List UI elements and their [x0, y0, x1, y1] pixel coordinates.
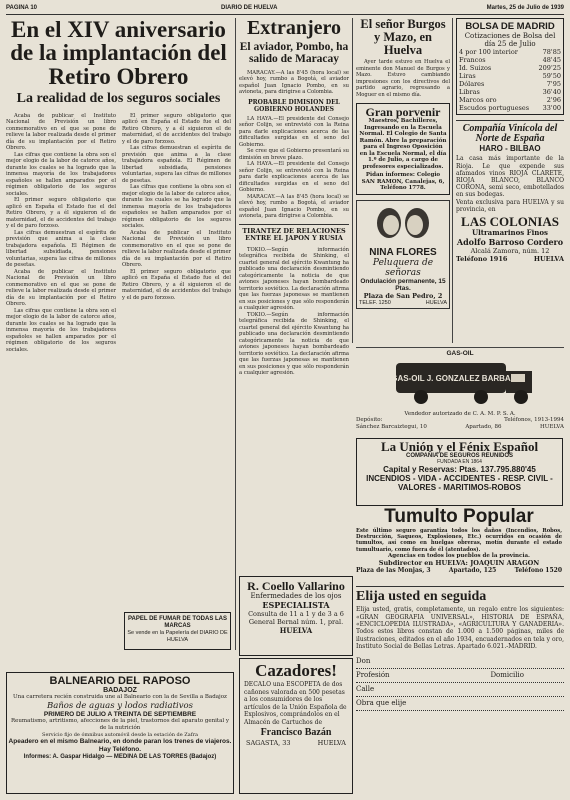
vinicola-city: HARO - BILBAO	[479, 144, 541, 154]
fenix-ad	[356, 438, 563, 506]
rate-row	[459, 56, 561, 64]
retiro-paragraph: Acaba de publicar el Instituto Nacional de Previsión un libro conmemorativo en el que se pone de relieve la labor realizada desde el primer día de su implantación por el Retiro Obrero.	[122, 229, 231, 269]
colonias-address: Alcalá Zamora, núm. 12	[470, 247, 550, 256]
nina-phone: TELEF. 1250	[359, 299, 391, 306]
tumulto-phone: Teléfono 1520	[514, 566, 562, 574]
gasoil-city: HUELVA	[539, 423, 564, 430]
column-extranjero	[239, 18, 349, 573]
column-retiro	[6, 18, 231, 668]
balneario-title: BALNEARIO DEL RAPOSO	[49, 675, 191, 687]
rate-label: Libras	[459, 88, 480, 96]
retiro-paragraph: Acaba de publicar el Instituto Nacional de Previsión un libro conmemorativo en el que se pone de relieve la labor realizada desde el primer día de su implantación por el Retiro Obrero.	[6, 112, 116, 152]
rate-label: Escudos portugueses	[459, 104, 530, 112]
gasoil-phone: Teléfonos, 1913-1994	[504, 417, 564, 423]
coupon-field-don[interactable]: Don	[356, 655, 564, 669]
porvenir-title: Gran porvenir	[365, 105, 441, 120]
tumulto-address: Plaza de las Monjas, 3	[356, 566, 431, 574]
retiro-paragraph: Las cifras demuestran el espíritu de previsión que anima a la clase trabajadora española. El Régimen de libertad subsidiada, pensiones voluntarias, supera las cifras de millones de pesetas.	[6, 229, 116, 269]
rate-row	[459, 96, 561, 104]
coello-city: HUELVA	[279, 626, 313, 636]
elija-title: Elija usted en seguida	[356, 589, 487, 604]
truck-icon	[356, 357, 564, 407]
page-number: PAGINA 10	[6, 5, 38, 11]
holanda-paragraph: LA HAYA.—El presidente del Consejo señor Colijn, se entrevistó con la Reina para darle explicaciones acerca de las dificultades surgidas en el seno del Gobierno.	[239, 115, 349, 148]
retiro-paragraph: Las cifras que contiene la obra son el mejor elogio de la labor de catorce años, durante los cuales se ha logrado que la inmensa mayoría de los trabajadores españoles se hallen amparados por el régimen obligatorio de los seguros sociales.	[6, 307, 116, 353]
rate-row	[459, 80, 561, 88]
balneario-ad	[6, 672, 234, 794]
gasoil-vendor: Vendedor autorizado de C. A. M. P. S. A.	[404, 411, 516, 417]
papel-fumar-ad	[124, 612, 231, 650]
holanda-subhead: PROBABLE DIMISION DEL GOBIERNO HOLANDES	[248, 98, 340, 113]
coello-name: R. Coello Vallarino	[247, 579, 345, 593]
porvenir-foot: Pidan informes: Colegio SAN RAMON, Canalejas, 6, Teléfono 1778.	[361, 172, 445, 192]
tumulto-title: Tumulto Popular	[384, 506, 534, 527]
paper-name: DIARIO DE HUELVA	[221, 5, 278, 11]
rate-row	[459, 88, 561, 96]
retiro-headline: En el XIV aniversario de la implantación del Retiro Obrero	[10, 18, 227, 89]
tumulto-body: Este último seguro garantiza todos los daños (Incendios, Robos, Destrucción, Saqueos, Explosiones, Etc.) ocurridos en ocasión de tumultos, así como en huelgas obreras, motín durante el estado tumultuario, como fuera de él (atentados).	[356, 528, 562, 553]
burgos-title: El señor Burgos y Mazo, en Huelva	[360, 18, 446, 57]
cazadores-body: DECALO una ESCOPETA de dos cañones valorada en 500 pesetas a los consumidores de los artículos de la Unión Española de Explosivos, comprándolos en el Almacén de Cartuchos de	[244, 681, 347, 726]
coupon-field-profesion[interactable]: Profesión Domicilio	[356, 669, 564, 683]
balneario-line1: Una carretera recién construida une al Balneario con la de Sevilla a Badajoz	[13, 694, 227, 700]
coello-spec: Enfermedades de los ojos	[250, 592, 342, 601]
rate-label: Francos	[459, 56, 486, 64]
retiro-paragraph: Las cifras demuestran el espíritu de previsión que anima a la clase trabajadora española. El Régimen de libertad subsidiada, pensiones voluntarias, supera las cifras de millones de pesetas.	[122, 145, 231, 184]
balneario-line3: PRIMERO DE JULIO A TREINTA DE SEPTIEMBRE	[43, 711, 197, 718]
nina-offer: Ondulación permanente, 15 Ptas.	[360, 277, 446, 292]
cazadores-ad	[239, 658, 353, 794]
rate-label: 4 por 100 interior	[459, 48, 518, 56]
holanda-paragraph: Se cree que el Gobierno presentará su dimisión en breve plazo.	[239, 148, 349, 161]
rate-label: Liras	[459, 72, 476, 80]
fenix-lines: INCENDIOS - VIDA - ACCIDENTES - RESP. CIVIL - VALORES - MARITIMOS-ROBOS	[366, 474, 553, 493]
fenix-founded: FUNDADA EN 1864	[437, 459, 482, 466]
fenix-sub: COMPAÑIA DE SEGUROS REUNIDOS	[405, 453, 513, 460]
page-header	[6, 4, 564, 15]
coupon-field-calle[interactable]: Calle	[356, 683, 564, 697]
page-date: Martes, 25 de Julio de 1939	[486, 5, 564, 11]
vinicola-title: Compañía Vinícola del Norte de España	[462, 123, 558, 145]
elija-body: Elija usted, gratis, completamente, un regalo entre los siguientes: «GRAN GEOGRAFIA UNIVERSAL», HISTORIA DE ESPAÑA, «ENCICLOPEDIA ILUSTRADA», «AGRICULTURA Y GANADERIA». Todos estos libros constan de 1.000 a 1.500 páginas, miles de ilustraciones, editados en el año 1934, encuadernados en tela y oro, Instituto Social de Bellas Letras. Apartado 6.021.-MADRID.	[356, 606, 564, 651]
holanda-paragraph: MARACAY.—A las 8'45 (hora local) se elevó hoy, rumbo a Bogotá, el aviador español Juan Ignacio Pombo, en su avioneta, para dirigirse a Colombia.	[239, 193, 349, 220]
extranjero-headline: Extranjero	[246, 18, 342, 39]
rate-value: 78'85	[542, 48, 561, 56]
tumulto-agencias: Agencias en todos los pueblos de la provincia.	[388, 552, 530, 559]
rate-label: Id. Suizos	[459, 64, 492, 72]
coello-hours: Consulta de 11 a 1 y de 3 a 6	[248, 610, 344, 619]
holanda-paragraph: LA HAYA.—El presidente del Consejo señor Colijn, se entrevistó con la Reina para darle explicaciones acerca de las dificultades surgidas en el seno del Gobierno.	[239, 161, 349, 194]
papel-fumar-title: PAPEL DE FUMAR DE TODAS LAS MARCAS	[127, 616, 227, 629]
gasoil-street: Sánchez Barcaiztegui, 10	[356, 423, 427, 430]
vinicola-body: La casa más importante de la Rioja. Le que expende sus afamados vinos RIOJA CLARETE, RIOJA BLANCO, BLANCO CORONA, semi seco, embotellados en sus bodegas.	[456, 155, 564, 199]
retiro-subhead: La realidad de los seguros sociales	[16, 91, 221, 107]
colonias-owner: Adolfo Barroso Cordero	[456, 237, 564, 248]
vinicola-ad	[456, 120, 564, 263]
gasoil-apartado: Apartado, 86	[465, 423, 502, 430]
cazadores-seller: Francisco Bazán	[260, 727, 332, 739]
porvenir-body: Maestros, Bachilleres, Ingresando en la Escuela Normal. El Colegio de Santa Ramón. Abre la preparación para el Ingreso Oposición en la Escuela Normal, el día 1.º de Julio, a cargo de profesores especializados.	[359, 118, 447, 170]
gasoil-depot: Depósito:	[356, 417, 383, 423]
tumulto-apartado: Apartado, 125	[448, 566, 497, 574]
retiro-paragraph: El primer seguro obligatorio que aplicó en España el Estado fue el del Retiro Obrero, y a él siguieron el de maternidad, el de accidentes del trabajo y el de paro forzoso.	[6, 197, 116, 230]
gasoil-label: GAS-OIL	[446, 350, 474, 357]
bolsa-subtitle: Cotizaciones de Bolsa del día 25 de Julio	[464, 32, 556, 48]
coello-title: ESPECIALISTA	[262, 600, 330, 611]
cazadores-address: SAGASTA, 33	[246, 738, 291, 747]
pombo-subhead: El aviador, Pombo, ha salido de Maracay	[239, 41, 349, 66]
rate-row	[459, 48, 561, 56]
tumulto-subdirector: Subdirector en HUELVA: JOAQUIN ARAGON	[378, 558, 540, 567]
balneario-foot: Apeadero en el mismo Balneario, en donde paran los trenes de viajeros. Hay Teléfono.	[8, 738, 232, 753]
rates-list	[459, 48, 561, 112]
rate-value: 48'45	[542, 56, 561, 64]
hairdresser-icon	[359, 203, 447, 243]
tumulto-ad	[356, 506, 562, 582]
coello-ad	[239, 576, 353, 656]
pombo-paragraph: MARACAY.—A las 8'45 (hora local) se elevó hoy, rumbo a Bogotá, el aviador español Juan Ignacio Pombo, en su avioneta, para dirigirse a Colombia.	[239, 69, 349, 96]
balneario-info: Informes: A. Gaspar Hidalgo — MEDINA DE LAS TORRES (Badajoz)	[23, 754, 217, 760]
rate-value: 36'40	[542, 88, 561, 96]
japon-paragraph: TOKIO.—Según información telegráfica recibida de Shinking, el cuartel general del ejército Kwantung ha publicado una declaración desmintiendo categóricamente la noticia de que aviones japoneses hayan bombardeado territorio soviético. La declaración afirma que las fuerzas japonesas se mantienen en sus posiciones y que sólo responderán a cualquier agresión.	[239, 311, 349, 377]
rate-label: Marcos oro	[459, 96, 497, 104]
porvenir-ad	[356, 103, 450, 195]
coupon-field-obra[interactable]: Obra que elije	[356, 697, 564, 711]
rate-row	[459, 104, 561, 112]
japon-subhead: TIRANTEZ DE RELACIONES ENTRE EL JAPON Y RUSIA	[239, 224, 349, 243]
burgos-paragraph: Ayer tarde estuvo en Huelva el eminente don Manuel de Burgos y Mazo. Estuvo cambiando impresiones con los directivos del partido agrario, regresando a Moguer en el mismo día.	[356, 59, 450, 98]
gasoil-ad	[356, 350, 564, 436]
elija-ad	[356, 586, 564, 793]
bolsa-title: BOLSA DE MADRID	[465, 21, 555, 32]
retiro-paragraph: Las cifras que contiene la obra son el mejor elogio de la labor de catorce años, durante los cuales se ha logrado que la inmensa mayoría de los trabajadores españoles se hallen amparados por el régimen obligatorio de los seguros sociales.	[122, 184, 231, 230]
nina-city: HUELVA	[425, 299, 447, 306]
balneario-province: BADAJOZ	[103, 687, 137, 694]
truck-lettering: GAS-OIL J. GONZALEZ BARBA	[391, 374, 511, 383]
balneario-body: Reumatismo, artritismo, afecciones de la piel, trastornos del aparato genital y de la nutrición	[10, 718, 230, 731]
nina-flores-ad	[356, 200, 450, 309]
balneario-line2: Baños de aguas y lodos radiativos	[47, 701, 193, 711]
bolsa-box	[456, 18, 564, 115]
colonias-city: HUELVA	[533, 255, 564, 264]
colonias-phone: Teléfono 1916	[456, 255, 508, 264]
retiro-paragraph: El primer seguro obligatorio que aplicó en España el Estado fue el del Retiro Obrero, y a él siguieron el de maternidad, el de accidentes del trabajo y el de paro forzoso.	[122, 112, 231, 145]
rate-value: 209'25	[538, 64, 561, 72]
colonias-sub: Ultramarinos Finos	[472, 228, 548, 238]
rate-value: 33'00	[542, 104, 561, 112]
retiro-paragraph: Acaba de publicar el Instituto Nacional de Previsión un libro conmemorativo en el que se pone de relieve la labor realizada desde el primer día de su implantación por el Retiro Obrero.	[6, 268, 116, 308]
japon-paragraph: TOKIO.—Según información telegráfica recibida de Shinking, el cuartel general del ejército Kwantung ha publicado una declaración desmintiendo categóricamente la noticia de que aviones japoneses hayan bombardeado territorio soviético. La declaración afirma que las fuerzas japonesas se mantienen en sus posiciones y que sólo responderán a cualquier agresión.	[239, 246, 349, 312]
rate-row	[459, 64, 561, 72]
fenix-capital: Capital y Reservas: Ptas. 137.795.880'45	[383, 465, 536, 475]
newspaper-page	[6, 4, 564, 796]
balneario-service: Servicio fijo de ómnibus automóvil desde la estación de Zafra	[42, 732, 198, 738]
papel-fumar-sub: Se vende en la Papelería del DIARIO DE HUELVA	[127, 630, 228, 643]
fenix-title: La Unión y el Fénix Español	[380, 439, 539, 454]
rate-value: 59'50	[542, 72, 561, 80]
vinicola-agent: Venta exclusiva para HUELVA y su provincia, en	[456, 198, 564, 213]
rate-row	[459, 72, 561, 80]
cazadores-title: Cazadores!	[255, 661, 337, 680]
colonias-name: LAS COLONIAS	[461, 214, 559, 229]
coello-address: General Bernal núm. 1, pral.	[248, 618, 344, 627]
cazadores-city: HUELVA	[317, 738, 346, 747]
rate-label: Dólares	[459, 80, 485, 88]
nina-address: Plaza de San Pedro, 2	[363, 291, 443, 300]
rate-value: 7'95	[546, 80, 561, 88]
nina-trade: Peluquera de señoras	[372, 257, 434, 278]
nina-name: NINA FLORES	[369, 246, 437, 258]
column-local	[356, 18, 450, 343]
column-bolsa	[456, 18, 564, 343]
rate-value: 2'96	[546, 96, 561, 104]
retiro-paragraph: Las cifras que contiene la obra son el mejor elogio de la labor de catorce años, durante los cuales se ha logrado que la inmensa mayoría de los trabajadores españoles se hallen amparados por el régimen obligatorio de los seguros sociales.	[6, 151, 116, 197]
retiro-paragraph: El primer seguro obligatorio que aplicó en España el Estado fue el del Retiro Obrero, y a él siguieron el de maternidad, el de accidentes del trabajo y el de paro forzoso.	[122, 268, 231, 301]
